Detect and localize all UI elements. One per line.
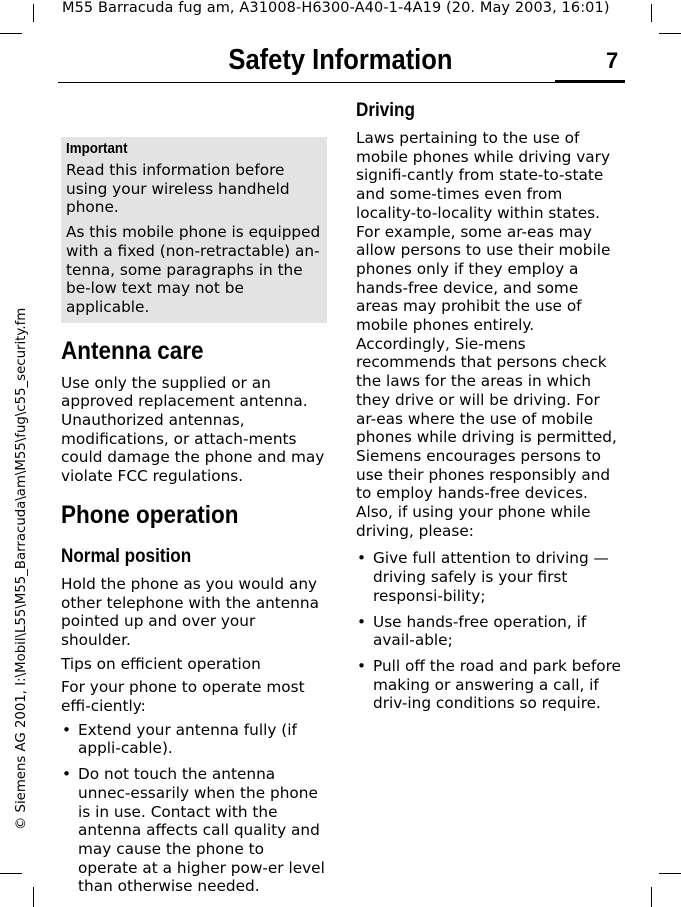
important-text-1: Read this information before using your wireless handheld phone. (66, 161, 290, 217)
normal-position-heading: Normal position (61, 545, 192, 567)
crop-mark (33, 4, 34, 22)
tips-text: Tips on efficient operation (61, 654, 261, 673)
crop-mark (0, 873, 22, 874)
efficiency-text: For your phone to operate most effi-ciently: (61, 678, 305, 716)
antenna-care-heading: Antenna care (61, 336, 204, 365)
driving-bullets (356, 549, 624, 713)
bullet-icon: • (62, 720, 72, 739)
driving-heading: Driving (356, 100, 415, 121)
operation-bullets (61, 721, 327, 896)
important-label: Important (66, 141, 128, 157)
crop-mark (651, 887, 652, 907)
list-item: • Do not touch the antenna unnec-essarily when the phone is in use. Contact with the antenna affects call quality and may cause the phone to operate at a higher pow-er level than otherwise needed. (62, 765, 325, 896)
list-item: • Extend your antenna fully (if appli-cable). (62, 720, 297, 758)
page-title: Safety Information (228, 44, 453, 76)
important-text-2: As this mobile phone is equipped with a fixed (non-retractable) an-tenna, some paragraphs in the be-low text may not be applicable. (66, 223, 321, 316)
copyright-path: © Siemens AG 2001, I:\Mobil\L55\M55_Barracuda\am\M55\fug\c55_security.fm (14, 307, 29, 830)
crop-mark (651, 4, 652, 22)
header-rule-thick (555, 80, 625, 83)
header-rule (58, 82, 555, 83)
crop-mark (0, 33, 22, 34)
crop-mark (659, 873, 681, 874)
normal-position-text: Hold the phone as you would any other telephone with the antenna pointed up and over your shoulder. (61, 574, 319, 649)
page-number: 7 (606, 48, 619, 73)
header-meta: M55 Barracuda fug am, A31008-H6300-A40-1-4A19 (20. May 2003, 16:01) (62, 0, 610, 16)
list-item: • Use hands-free operation, if avail-able; (357, 612, 587, 650)
list-item: • Pull off the road and park before making or answering a call, if driv-ing conditions so require. (357, 656, 621, 713)
crop-mark (33, 887, 34, 907)
crop-mark (659, 33, 681, 34)
right-column (356, 100, 624, 720)
bullet-icon: • (357, 612, 367, 631)
antenna-care-text: Use only the supplied or an approved replacement antenna. Unauthorized antennas, modifications, or attach-ments could damage the phone and may violate FCC regulations. (61, 373, 325, 486)
bullet-icon: • (62, 765, 72, 784)
driving-text: Laws pertaining to the use of mobile phones while driving vary signifi-cantly from state-to-state and some-times even from locality-to-locality within states. For example, some ar-eas may allow persons to use their mobile phones only if they employ a hands-free device, and some areas may prohibit the use of mobile phones entirely. Accordingly, Sie-mens recommends that persons check the laws for the areas in which they drive or will be driving. For ar-eas where the use of mobile phones while driving is permitted, Siemens encourages persons to use their phones responsibly and to employ hands-free devices. Also, if using your phone while driving, please: (356, 129, 617, 540)
list-item: • Give full attention to driving — driving safely is your first responsi-bility; (357, 549, 609, 605)
bullet-icon: • (357, 656, 367, 675)
left-column (61, 137, 327, 903)
phone-operation-heading: Phone operation (61, 500, 239, 529)
important-box (61, 137, 327, 323)
bullet-icon: • (357, 549, 367, 568)
